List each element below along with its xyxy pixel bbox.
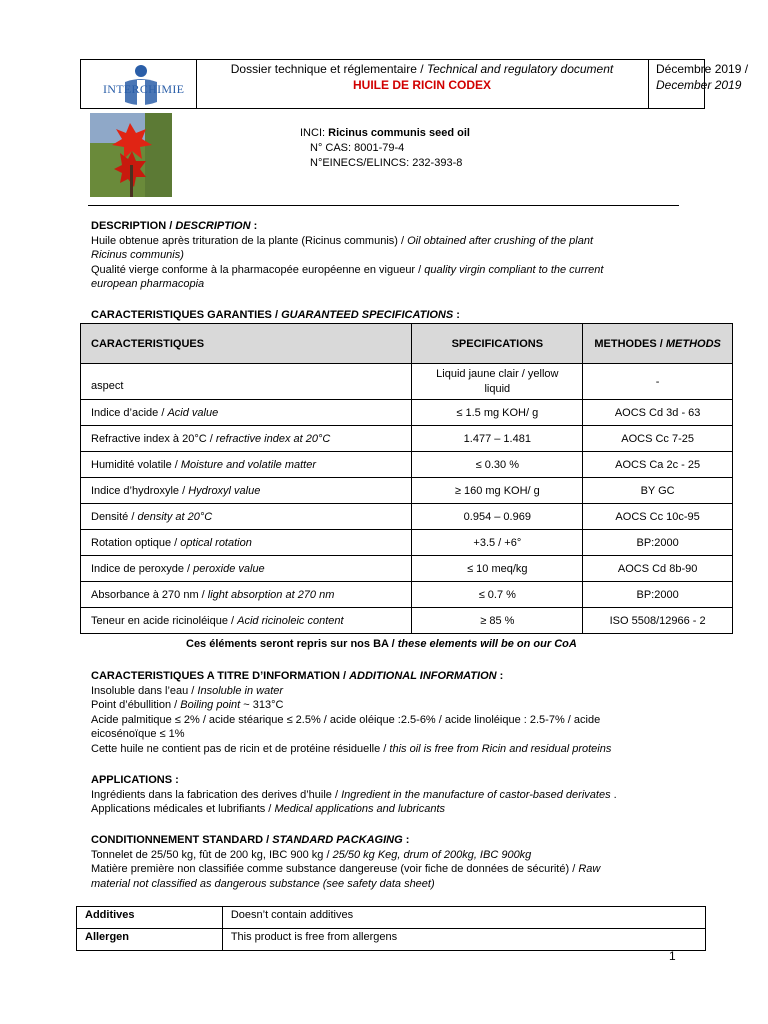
col-header-characteristics: CARACTERISTIQUES [81,324,412,364]
page-number: 1 [669,949,676,963]
document-header [80,59,749,109]
table-row: Rotation optique / optical rotation +3.5 / +6° BP:2000 [81,530,733,556]
description-heading: DESCRIPTION / DESCRIPTION : [91,220,258,232]
divider [88,205,679,206]
specs-heading: CARACTERISTIQUES GARANTIES / GUARANTEED SPECIFICATIONS : [91,309,460,321]
table-row: Humidité volatile / Moisture and volatile matter ≤ 0.30 % AOCS Ca 2c - 25 [81,452,733,478]
cas-number: N° CAS: 8001-79-4 [310,142,405,154]
inci-line: INCI: Ricinus communis seed oil [300,127,470,139]
table-row: Indice d’hydroxyle / Hydroxyl value ≥ 160 mg KOH/ g BY GC [81,478,733,504]
logo-cell [81,60,197,108]
document-date: Décembre 2019 / December 2019 [656,62,749,92]
packaging-heading: CONDITIONNEMENT STANDARD / STANDARD PACKAGING : [91,834,410,846]
table-row: Allergen This product is free from allergens [77,929,706,951]
castor-plant-photo [90,113,172,197]
coa-note: Ces éléments seront repris sur nos BA / these elements will be on our CoA [186,638,577,650]
table-row: Teneur en acide ricinoléique / Acid ricinoleic content ≥ 85 % ISO 5508/12966 - 2 [81,608,733,634]
additional-info-section: CARACTERISTIQUES A TITRE D’INFORMATION / ADDITIONAL INFORMATION : Insoluble dans l’eau / Insoluble in water Point d’ébullition / Boiling point ~ 313°C Acide palmitique ≤ 2% / acide stéarique ≤ 2.5% / acide oléique :2.5-6% / acide linoléique : 2.5-7% / acide eicosénoïque ≤ 1% Cette huile ne contient pas de ricin et de protéine résiduelle / this oil is free from Ricin and residual proteins [91,669,731,756]
col-header-specifications: SPECIFICATIONS [412,324,583,364]
col-header-methods: METHODES / METHODS [583,324,733,364]
table-row: Additives Doesn’t contain additives [77,907,706,929]
applications-heading: APPLICATIONS : [91,774,179,786]
packaging-section: CONDITIONNEMENT STANDARD / STANDARD PACKAGING : Tonnelet de 25/50 kg, fût de 200 kg, IBC 900 kg / 25/50 kg Keg, drum of 200kg, IBC 900kg Matière première non classifiée comme substance dangereuse (voir fiche de données de sécurité) / Raw material not classified as dangerous substance (see safety data sheet) [91,833,731,891]
table-row: Indice de peroxyde / peroxide value ≤ 10 meq/kg AOCS Cd 8b-90 [81,556,733,582]
additional-info-heading: CARACTERISTIQUES A TITRE D’INFORMATION / ADDITIONAL INFORMATION : [91,670,504,682]
description-section: DESCRIPTION / DESCRIPTION : Huile obtenue après trituration de la plante (Ricinus communis) / Oil obtained after crushing of the plant Ricinus communis) Qualité vierge conforme à la pharmacopée européenne en vigueur / quality virgin compliant to the current european pharmacopia [91,219,731,292]
product-name: HUILE DE RICIN CODEX [352,78,491,92]
logo-text: INTERCHIMIE [103,82,185,96]
einecs-number: N°EINECS/ELINCS: 232-393-8 [310,157,463,169]
table-row: aspect Liquid jaune clair / yellow liquid - [81,364,733,400]
table-row: Indice d’acide / Acid value ≤ 1.5 mg KOH/ g AOCS Cd 3d - 63 [81,400,733,426]
table-row: Absorbance à 270 nm / light absorption at 270 nm ≤ 0.7 % BP:2000 [81,582,733,608]
table-row: Densité / density at 20°C 0.954 – 0.969 AOCS Cc 10c-95 [81,504,733,530]
table-row: Refractive index à 20°C / refractive index at 20°C 1.477 – 1.481 AOCS Cc 7-25 [81,426,733,452]
additives-allergen-table [76,906,706,951]
applications-section: APPLICATIONS : Ingrédients dans la fabrication des derives d’huile / Ingredient in the manufacture of castor-based derivates . Applications médicales et lubrifiants / Medical applications and lubricants [91,773,731,817]
table-header-row [81,324,733,364]
specifications-table [80,323,733,634]
document-title: Dossier technique et réglementaire / Technical and regulatory document HUILE DE RICIN CODEX [196,60,649,108]
